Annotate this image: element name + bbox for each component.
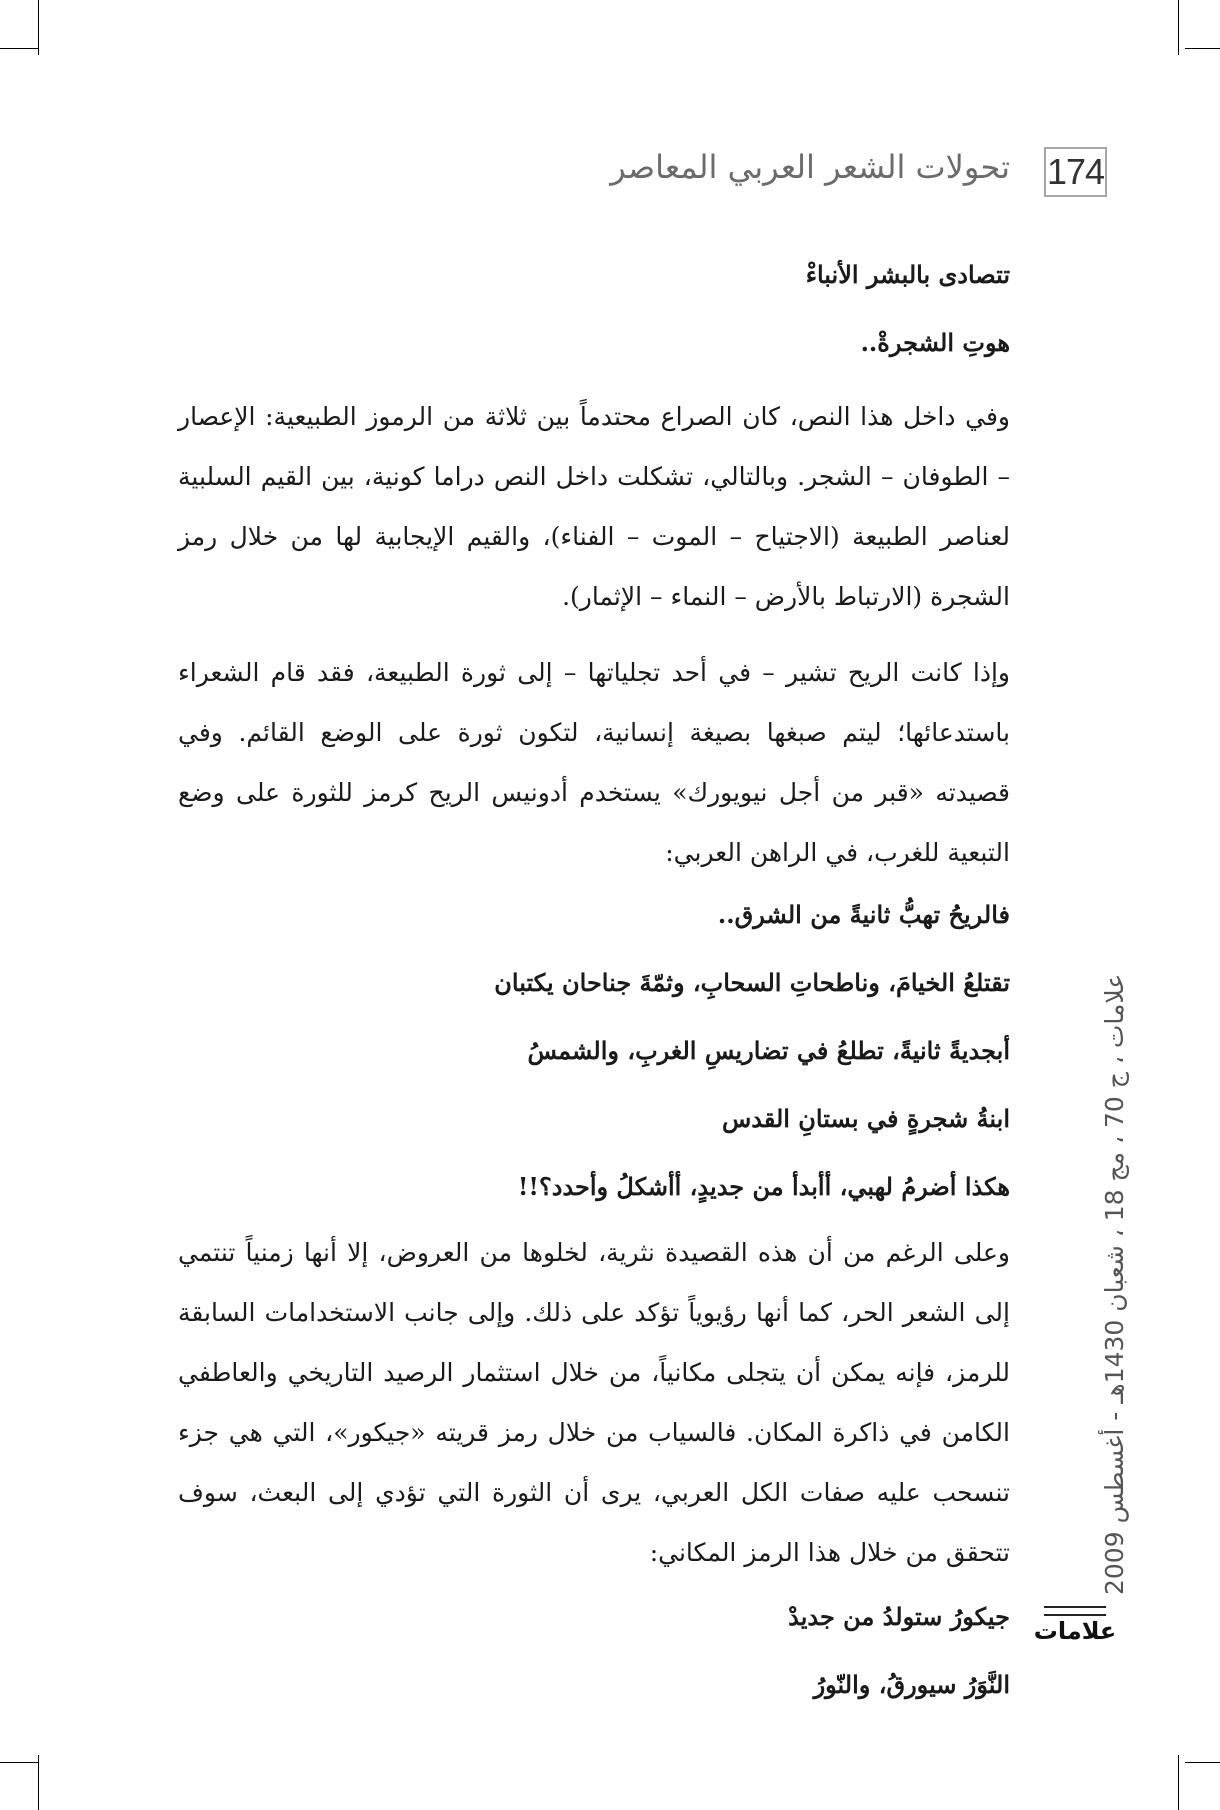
crop-mark-bottom-left [38,1755,39,1810]
paragraph: وفي داخل هذا النص، كان الصراع محتدماً بين ثلاثة من الرموز الطبيعية: الإعصار – الطوفان – الشجر. وبالتالي، تشكلت داخل النص دراما كونية، بين القيم السلبية لعناصر الطبيعة (الاجتياح – الموت – الفناء)، والقيم الإيجابية لها من خلال رمز الشجرة (الارتباط بالأرض – النماء – الإثمار). [178,402,1010,611]
verse-line: أبجديةً ثانيةً، تطلعُ في تضاريسِ الغربِ، والشمسُ [527,1036,1010,1065]
verse-line: هكذا أضرمُ لهبي، أأبدأ من جديدٍ، أأشكلُ وأحدد؟!! [517,1172,1010,1201]
logo-rule [1044,1606,1106,1616]
logo-text: علامات [1033,1617,1117,1645]
verse-line: فالريحُ تهبُّ ثانيةً من الشرق.. [717,900,1010,929]
paragraph: وعلى الرغم من أن هذه القصيدة نثرية، لخلوها من العروض، إلا أنها زمنياً تنتمي إلى الشعر الحر، كما أنها رؤيوياً تؤكد على ذلك. وإلى جانب الاستخدامات السابقة للرمز، فإنه يمكن أن يتجلى مكانياً، من خلال استثمار الرصيد التاريخي والعاطفي الكامن في ذاكرة المكان. فالسياب من خلال رمز قريته «جيكور»، التي هي جزء تنسحب عليه صفات الكل العربي، يرى أن الثورة التي تؤدي إلى البعث، سوف تتحقق من خلال هذا الرمز المكاني: [178,1238,1010,1567]
crop-mark-top-right [1178,0,1179,55]
text-column [178,245,1010,1715]
crop-mark-bottom-right [1178,1755,1179,1810]
verse-line: تتصادى بالبشر الأنباءْ [805,260,1010,289]
running-title: تحولات الشعر العربي المعاصر [610,148,1010,186]
paragraph: وإذا كانت الريح تشير – في أحد تجلياتها – إلى ثورة الطبيعة، فقد قام الشعراء باستدعائها؛ ليتم صبغها بصيغة إنسانية، لتكون ثورة على الوضع القائم. وفي قصيدته «قبر من أجل نيويورك» يستخدم أدونيس الريح كرمز للثورة على وضع التبعية للغرب، في الراهن العربي: [178,658,1010,867]
journal-logo [1033,1600,1117,1645]
crop-mark-top-left [38,0,39,55]
journal-citation: علامات ، ج 70 ، مج 18 ، شعبان 1430هـ - أغسطس 2009 [1100,973,1129,1595]
verse-line: جيكورُ ستولدُ من جديدْ [788,1602,1010,1631]
page-number: 174 [1044,147,1107,197]
verse-line: تقتلعُ الخيامَ، وناطحاتِ السحابِ، وثمّةَ جناحان يكتبان [494,968,1010,997]
verse-line: النَّوَرُ سيورقُ، والنّورُ [813,1670,1010,1699]
crop-mark-top-right-h [1185,48,1220,49]
verse-line: هوتِ الشجرةْ.. [860,328,1010,357]
crop-mark-top-left-h [0,48,38,49]
verse-line: ابنةُ شجرةٍ في بستانِ القدس [721,1104,1010,1133]
crop-mark-bottom-right-h [1185,1762,1220,1763]
crop-mark-bottom-left-h [0,1762,38,1763]
